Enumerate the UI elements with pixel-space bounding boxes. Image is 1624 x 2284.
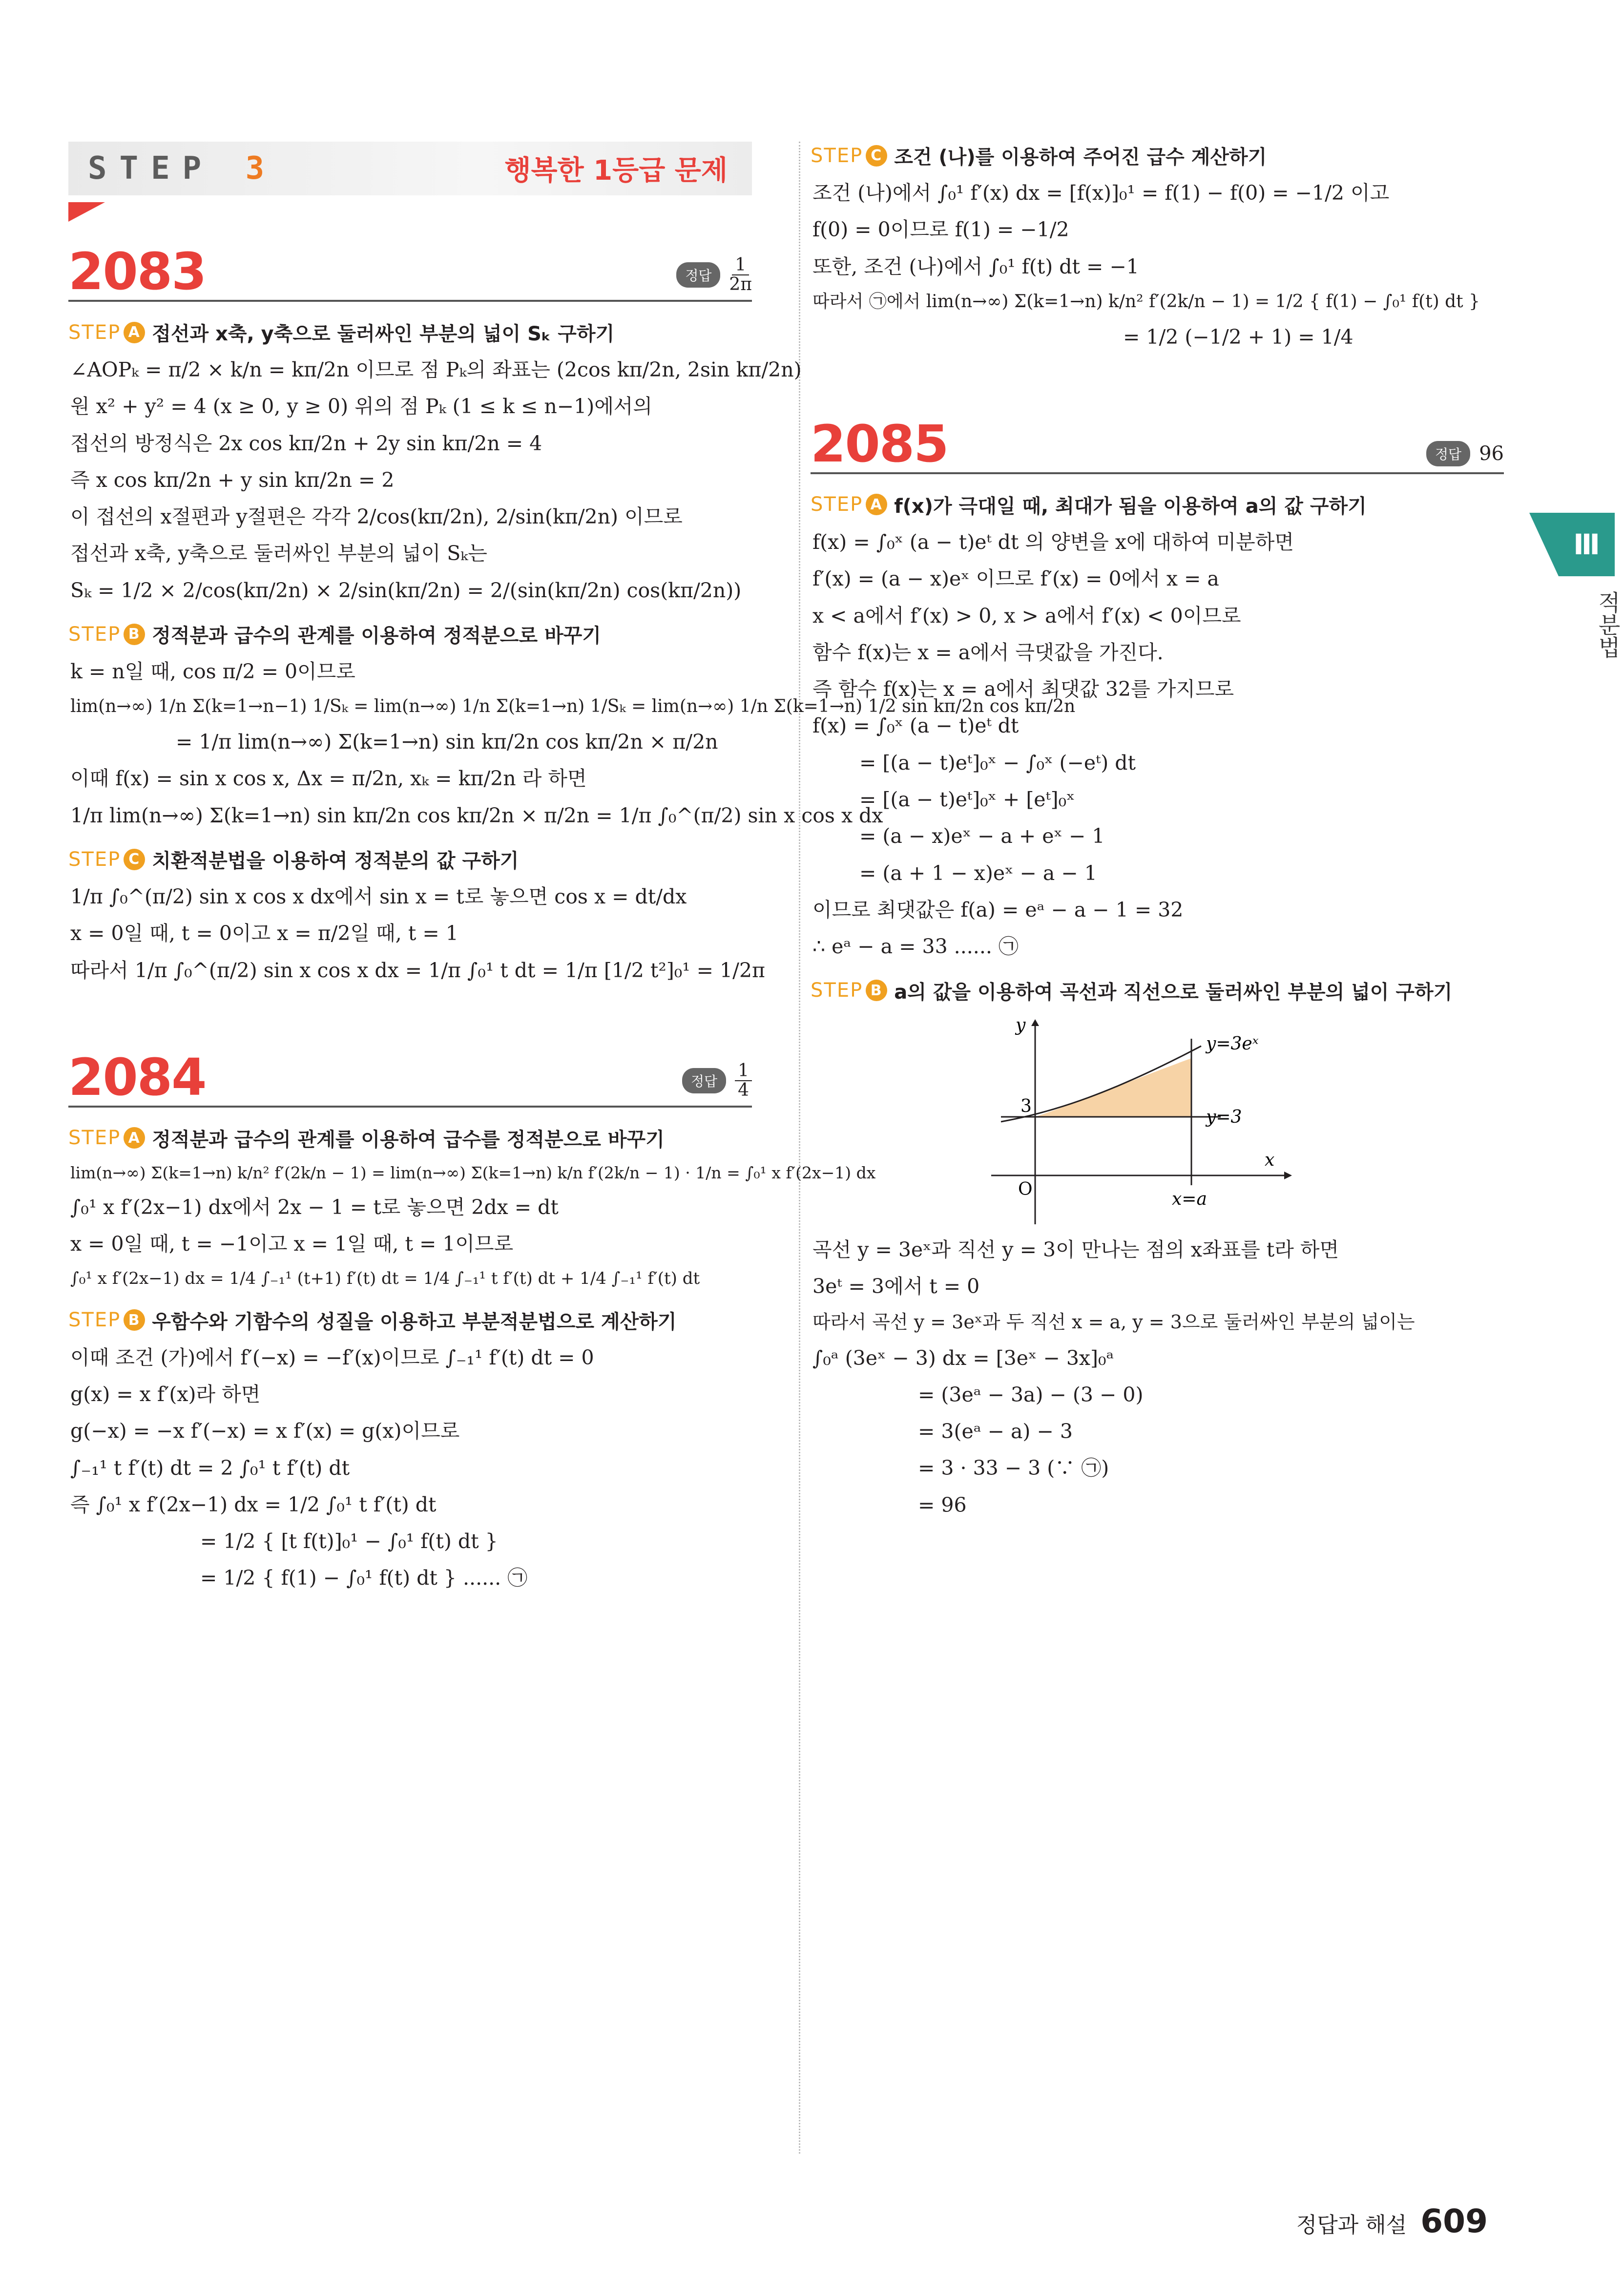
solution-line: = [(a − t)eᵗ]₀ˣ + [eᵗ]₀ˣ	[859, 788, 1075, 812]
solution-line: 이때 f(x) = sin x cos x, Δx = π/2n, xₖ = kπ/2n 라 하면	[70, 767, 587, 791]
solution-line: = 96	[918, 1493, 967, 1517]
problem-2085	[811, 414, 1504, 1518]
answer-badge: 정답	[1426, 441, 1470, 466]
step-c-header: STEP C 치환적분법을 이용하여 정적분의 값 구하기	[68, 845, 752, 873]
footer-text: 정답과 해설	[1296, 2213, 1407, 2238]
page-number: 609	[1420, 2202, 1488, 2240]
step-title: 조건 (나)를 이용하여 주어진 급수 계산하기	[894, 146, 1267, 168]
solution-line: Sₖ = 1/2 × 2/cos(kπ/2n) × 2/sin(kπ/2n) = 2/(sin(kπ/2n) cos(kπ/2n))	[70, 578, 742, 602]
solution-line: ∠AOPₖ = π/2 × k/n = kπ/2n 이므로 점 Pₖ의 좌표는 (2cos kπ/2n, 2sin kπ/2n)	[70, 358, 802, 381]
problem-header	[68, 242, 752, 302]
solution-line: 3eᵗ = 3에서 t = 0	[812, 1274, 980, 1298]
answer-badge: 정답	[676, 262, 720, 288]
solution-line: = 3(eᵃ − a) − 3	[918, 1420, 1073, 1444]
step-a-header: STEP A 정적분과 급수의 관계를 이용하여 급수를 정적분으로 바꾸기	[68, 1124, 752, 1152]
solution-line: = (a + 1 − x)eˣ − a − 1	[859, 861, 1097, 885]
solution-line: f′(x) = (a − x)eˣ 이므로 f′(x) = 0에서 x = a	[812, 567, 1219, 591]
problem-2084	[68, 1047, 876, 1592]
line-label: y=3	[1206, 1107, 1242, 1127]
origin-label: O	[1018, 1179, 1033, 1199]
area-graph	[991, 1015, 1304, 1224]
solution-line: f(0) = 0이므로 f(1) = −1/2	[812, 218, 1069, 242]
solution-line: = 1/2 { [t f(t)]₀¹ − ∫₀¹ f(t) dt }	[200, 1530, 498, 1553]
solution-line: ∫₀¹ x f′(2x−1) dx에서 2x − 1 = t로 놓으면 2dx = dt	[70, 1195, 559, 1219]
step-letter-icon: B	[866, 980, 887, 1001]
x-axis-label: x	[1265, 1150, 1275, 1170]
step-letter-icon: A	[124, 1127, 145, 1149]
answer	[1426, 441, 1504, 466]
solution-line: x < a에서 f′(x) > 0, x > a에서 f′(x) < 0이므로	[812, 604, 1241, 628]
step-b-header: STEP B a의 값을 이용하여 곡선과 직선으로 둘러싸인 부분의 넓이 구하기	[811, 977, 1504, 1005]
solution-line: ∫₋₁¹ t f′(t) dt = 2 ∫₀¹ t f′(t) dt	[70, 1456, 350, 1480]
solution-line: 원 x² + y² = 4 (x ≥ 0, y ≥ 0) 위의 점 Pₖ (1 ≤ k ≤ n−1)에서의	[70, 395, 653, 419]
solution-line: x = 0일 때, t = 0이고 x = π/2일 때, t = 1	[70, 922, 458, 945]
solution-line: 함수 f(x)는 x = a에서 극댓값을 가진다.	[812, 640, 1164, 664]
banner-flag-icon	[68, 202, 105, 222]
solution-line: 곡선 y = 3eˣ과 직선 y = 3이 만나는 점의 x좌표를 t라 하면	[812, 1237, 1339, 1261]
answer-value: 96	[1479, 442, 1504, 465]
vline-label: x=a	[1172, 1189, 1207, 1209]
answer-fraction: 1 4	[735, 1062, 752, 1100]
solution-line: 따라서 ㉠에서 lim(n→∞) Σ(k=1→n) k/n² f′(2k/n − 1) = 1/2 { f(1) − ∫₀¹ f(t) dt }	[812, 291, 1480, 312]
step-letter-icon: B	[124, 1309, 145, 1331]
y-axis-label: y	[1016, 1015, 1026, 1035]
step-letter-icon: C	[866, 145, 887, 167]
solution-line: = 3 · 33 − 3 (∵ ㉠)	[918, 1456, 1109, 1480]
step-title: 우함수와 기함수의 성질을 이용하고 부분적분법으로 계산하기	[152, 1310, 677, 1333]
solution-line: g(−x) = −x f′(−x) = x f′(x) = g(x)이므로	[70, 1419, 460, 1443]
right-column	[811, 142, 1504, 1518]
step-title: f(x)가 극대일 때, 최대가 됨을 이용하여 a의 값 구하기	[894, 495, 1367, 518]
solution-line: 또한, 조건 (나)에서 ∫₀¹ f(t) dt = −1	[812, 254, 1139, 278]
problem-number: 2085	[811, 414, 948, 474]
solution-line: 즉 x cos kπ/2n + y sin kπ/2n = 2	[70, 468, 395, 492]
solution-line: g(x) = x f′(x)라 하면	[70, 1382, 261, 1406]
solution-line: = (3eᵃ − 3a) − (3 − 0)	[918, 1383, 1144, 1406]
solution-line: = [(a − t)eᵗ]₀ˣ − ∫₀ˣ (−eᵗ) dt	[859, 751, 1136, 775]
solution-line: 접선과 x축, y축으로 둘러싸인 부분의 넓이 Sₖ는	[70, 542, 487, 566]
banner-title: 행복한 1등급 문제	[504, 155, 728, 187]
solution-line: 즉 함수 f(x)는 x = a에서 최댓값 32를 가지므로	[812, 677, 1234, 701]
solution-line: 1/π ∫₀^(π/2) sin x cos x dx에서 sin x = t로 놓으면 cos x = dt/dx	[70, 885, 687, 909]
step-title: 치환적분법을 이용하여 정적분의 값 구하기	[152, 850, 519, 873]
curve-label: y=3eˣ	[1206, 1033, 1259, 1054]
step-letter-icon: B	[124, 624, 145, 645]
solution-line: 1/π lim(n→∞) Σ(k=1→n) sin kπ/2n cos kπ/2n × π/2n = 1/π ∫₀^(π/2) sin x cos x dx	[70, 803, 883, 827]
solution-line: 이므로 최댓값은 f(a) = eᵃ − a − 1 = 32	[812, 898, 1184, 922]
chapter-tab[interactable]	[1559, 513, 1615, 576]
solution-line: f(x) = ∫₀ˣ (a − t)eᵗ dt 의 양변을 x에 대하여 미분하면	[812, 530, 1294, 554]
problem-number: 2084	[68, 1047, 206, 1107]
step-title: a의 값을 이용하여 곡선과 직선으로 둘러싸인 부분의 넓이 구하기	[894, 981, 1453, 1004]
answer	[676, 256, 752, 294]
solution-line: ∴ eᵃ − a = 33 ...... ㉠	[812, 935, 1019, 959]
step-b-header: STEP B 정적분과 급수의 관계를 이용하여 정적분으로 바꾸기	[68, 620, 752, 648]
solution-line: 이 접선의 x절편과 y절편은 각각 2/cos(kπ/2n), 2/sin(kπ/2n) 이므로	[70, 505, 683, 529]
solution-line: 이때 조건 (가)에서 f′(−x) = −f′(x)이므로 ∫₋₁¹ f′(t) dt = 0	[70, 1345, 594, 1369]
solution-line: = 1/2 { f(1) − ∫₀¹ f(t) dt } ...... ㉠	[200, 1566, 528, 1590]
problem-header	[811, 414, 1504, 474]
solution-line: 따라서 곡선 y = 3eˣ과 두 직선 x = a, y = 3으로 둘러싸인 부분의 넓이는	[812, 1311, 1415, 1333]
step-letter-icon: C	[124, 849, 145, 870]
x-axis-arrow-icon	[1284, 1172, 1292, 1179]
answer-fraction: 1 2π	[729, 255, 752, 295]
answer-badge: 정답	[682, 1068, 726, 1093]
solution-line: lim(n→∞) 1/n Σ(k=1→n−1) 1/Sₖ = lim(n→∞) 1/n Σ(k=1→n) 1/Sₖ = lim(n→∞) 1/n Σ(k=1→n) 1/2 sin kπ/2n cos kπ/2n	[70, 696, 1076, 717]
chapter-tab-text: 적분법	[1595, 591, 1621, 658]
solution-line: 즉 ∫₀¹ x f′(2x−1) dx = 1/2 ∫₀¹ t f′(t) dt	[70, 1492, 437, 1516]
answer	[682, 1062, 752, 1100]
solution-line: x = 0일 때, t = −1이고 x = 1일 때, t = 1이므로	[70, 1232, 514, 1256]
y-axis-arrow-icon	[1031, 1019, 1039, 1026]
solution-line: 따라서 1/π ∫₀^(π/2) sin x cos x dx = 1/π ∫₀¹ t dt = 1/π [1/2 t²]₀¹ = 1/2π	[70, 958, 765, 982]
step-label: STEP 3	[88, 150, 277, 187]
solution-line: = (a − x)eˣ − a + eˣ − 1	[859, 824, 1105, 848]
step-b-header: STEP B 우함수와 기함수의 성질을 이용하고 부분적분법으로 계산하기	[68, 1306, 752, 1334]
problem-header	[68, 1047, 752, 1108]
step-a-header: STEP A f(x)가 극대일 때, 최대가 됨을 이용하여 a의 값 구하기	[811, 491, 1504, 519]
y-tick-label: 3	[1020, 1096, 1032, 1116]
step-title: 정적분과 급수의 관계를 이용하여 급수를 정적분으로 바꾸기	[152, 1128, 665, 1151]
chapter-tab-icon: Ⅲ	[1573, 528, 1600, 561]
solution-line: 접선의 방정식은 2x cos kπ/2n + 2y sin kπ/2n = 4	[70, 431, 542, 455]
page-footer	[1296, 2202, 1488, 2240]
step-letter-icon: A	[866, 494, 887, 515]
step-a-header: STEP A 접선과 x축, y축으로 둘러싸인 부분의 넓이 Sₖ 구하기	[68, 318, 752, 346]
column-divider	[799, 142, 800, 2154]
solution-line: ∫₀¹ x f′(2x−1) dx = 1/4 ∫₋₁¹ (t+1) f′(t) dt = 1/4 ∫₋₁¹ t f′(t) dt + 1/4 ∫₋₁¹ f′(t) dt	[70, 1269, 700, 1289]
step-title: 정적분과 급수의 관계를 이용하여 정적분으로 바꾸기	[152, 625, 601, 648]
step3-banner	[68, 142, 752, 195]
problem-number: 2083	[68, 242, 206, 301]
solution-line: 조건 (나)에서 ∫₀¹ f′(x) dx = [f(x)]₀¹ = f(1) − f(0) = −1/2 이고	[812, 181, 1390, 205]
step-title: 접선과 x축, y축으로 둘러싸인 부분의 넓이 Sₖ 구하기	[152, 323, 615, 345]
solution-line: lim(n→∞) Σ(k=1→n) k/n² f′(2k/n − 1) = lim(n→∞) Σ(k=1→n) k/n f′(2k/n − 1) · 1/n = ∫₀¹ x f′(2x−1) dx	[70, 1163, 876, 1182]
step-c-header: STEP C 조건 (나)를 이용하여 주어진 급수 계산하기	[811, 142, 1504, 169]
solution-line: f(x) = ∫₀ˣ (a − t)eᵗ dt	[812, 714, 1019, 738]
solution-line: k = n일 때, cos π/2 = 0이므로	[70, 660, 355, 684]
solution-line: ∫₀ᵃ (3eˣ − 3) dx = [3eˣ − 3x]₀ᵃ	[812, 1346, 1114, 1370]
step-letter-icon: A	[124, 322, 145, 343]
solution-line: = 1/2 (−1/2 + 1) = 1/4	[1123, 325, 1353, 349]
solution-line: = 1/π lim(n→∞) Σ(k=1→n) sin kπ/2n cos kπ/2n × π/2n	[176, 730, 718, 754]
